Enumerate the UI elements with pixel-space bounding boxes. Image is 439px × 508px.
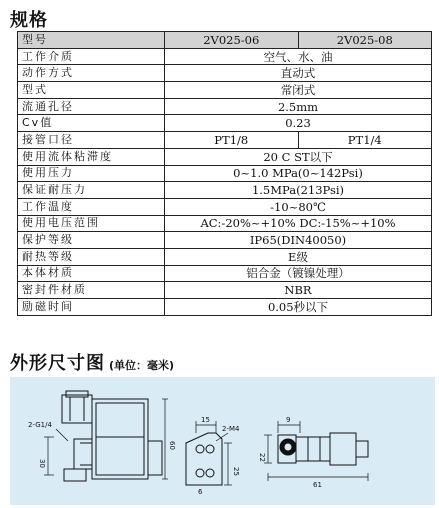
dim-side-height: 22 — [258, 453, 266, 462]
spec-row — [18, 198, 432, 215]
dimension-heading — [10, 349, 174, 375]
dim-bracket-height: 25 — [232, 467, 240, 476]
spec-value: 铝合金（镀镍处理） — [165, 265, 432, 282]
dim-height-body: 30 — [38, 459, 46, 468]
spec-label: 密封件材质 — [18, 282, 165, 299]
spec-row — [18, 299, 432, 316]
spec-value: PT1/4 — [298, 132, 432, 149]
spec-row — [18, 215, 432, 232]
spec-label: 工作温度 — [18, 198, 165, 215]
dim-mount-thread: 2-M4 — [222, 425, 240, 433]
spec-value: E级 — [165, 248, 432, 265]
spec-label: 使用电压范围 — [18, 215, 165, 232]
spec-label: 耐热等级 — [18, 248, 165, 265]
spec-value: IP65(DIN40050) — [165, 232, 432, 249]
dim-port-thread: 2-G1/4 — [28, 421, 52, 429]
spec-value: PT1/8 — [165, 132, 299, 149]
spec-label: 型号 — [18, 32, 165, 49]
spec-value: NBR — [165, 282, 432, 299]
spec-value: 直动式 — [165, 65, 432, 82]
spec-value: AC:-20%~+10% DC:-15%~+10% — [165, 215, 432, 232]
spec-label: 流通孔径 — [18, 98, 165, 115]
spec-table — [17, 31, 432, 316]
spec-value: 0.05秒以下 — [165, 299, 432, 316]
unit-note: (单位：毫米) — [109, 359, 175, 372]
side-view-dimensions — [264, 421, 368, 481]
spec-row — [18, 248, 432, 265]
spec-label: 接管口径 — [18, 132, 165, 149]
spec-row — [18, 48, 432, 65]
dimension-title: 外形尺寸图 — [10, 353, 105, 374]
spec-label: 本体材质 — [18, 265, 165, 282]
spec-value: 1.5MPa(213Psi) — [165, 182, 432, 199]
spec-row — [18, 148, 432, 165]
dimension-drawing-svg — [10, 377, 435, 505]
dim-top-width: 9 — [286, 416, 291, 424]
spec-row — [18, 98, 432, 115]
spec-value: 0.23 — [165, 115, 432, 132]
spec-row — [18, 232, 432, 249]
spec-label: 使用压力 — [18, 165, 165, 182]
spec-label: 保护等级 — [18, 232, 165, 249]
spec-value: 2V025-06 — [165, 32, 299, 49]
spec-row — [18, 265, 432, 282]
dim-length-total: 61 — [313, 481, 322, 489]
spec-label: 保证耐压力 — [18, 182, 165, 199]
dim-bracket-width: 15 — [201, 416, 210, 424]
dim-height-total: 60 — [168, 441, 176, 450]
spec-header-row — [18, 32, 432, 49]
spec-row — [18, 115, 432, 132]
spec-label: 使用流体粘滞度 — [18, 148, 165, 165]
spec-value: 2.5mm — [165, 98, 432, 115]
spec-row — [18, 82, 432, 99]
spec-label: 型式 — [18, 82, 165, 99]
valve-front-view — [62, 391, 162, 481]
spec-label: 工作介质 — [18, 48, 165, 65]
spec-value: -10~80℃ — [165, 198, 432, 215]
spec-value: 20 C ST以下 — [165, 148, 432, 165]
spec-value: 2V025-08 — [298, 32, 432, 49]
spec-row — [18, 282, 432, 299]
spec-label: Cv值 — [18, 115, 165, 132]
spec-heading: 规格 — [10, 10, 48, 31]
spec-label: 励磁时间 — [18, 299, 165, 316]
spec-value: 常闭式 — [165, 82, 432, 99]
spec-value: 空气、水、油 — [165, 48, 432, 65]
valve-side-view — [278, 433, 368, 465]
dim-bracket-offset: 6 — [198, 488, 203, 496]
spec-row — [18, 132, 432, 149]
spec-row — [18, 182, 432, 199]
spec-label: 动作方式 — [18, 65, 165, 82]
spec-value: 0~1.0 MPa(0~142Psi) — [165, 165, 432, 182]
spec-row — [18, 65, 432, 82]
spec-row — [18, 165, 432, 182]
front-view-dimensions — [44, 399, 168, 479]
dimension-drawing — [10, 377, 435, 505]
